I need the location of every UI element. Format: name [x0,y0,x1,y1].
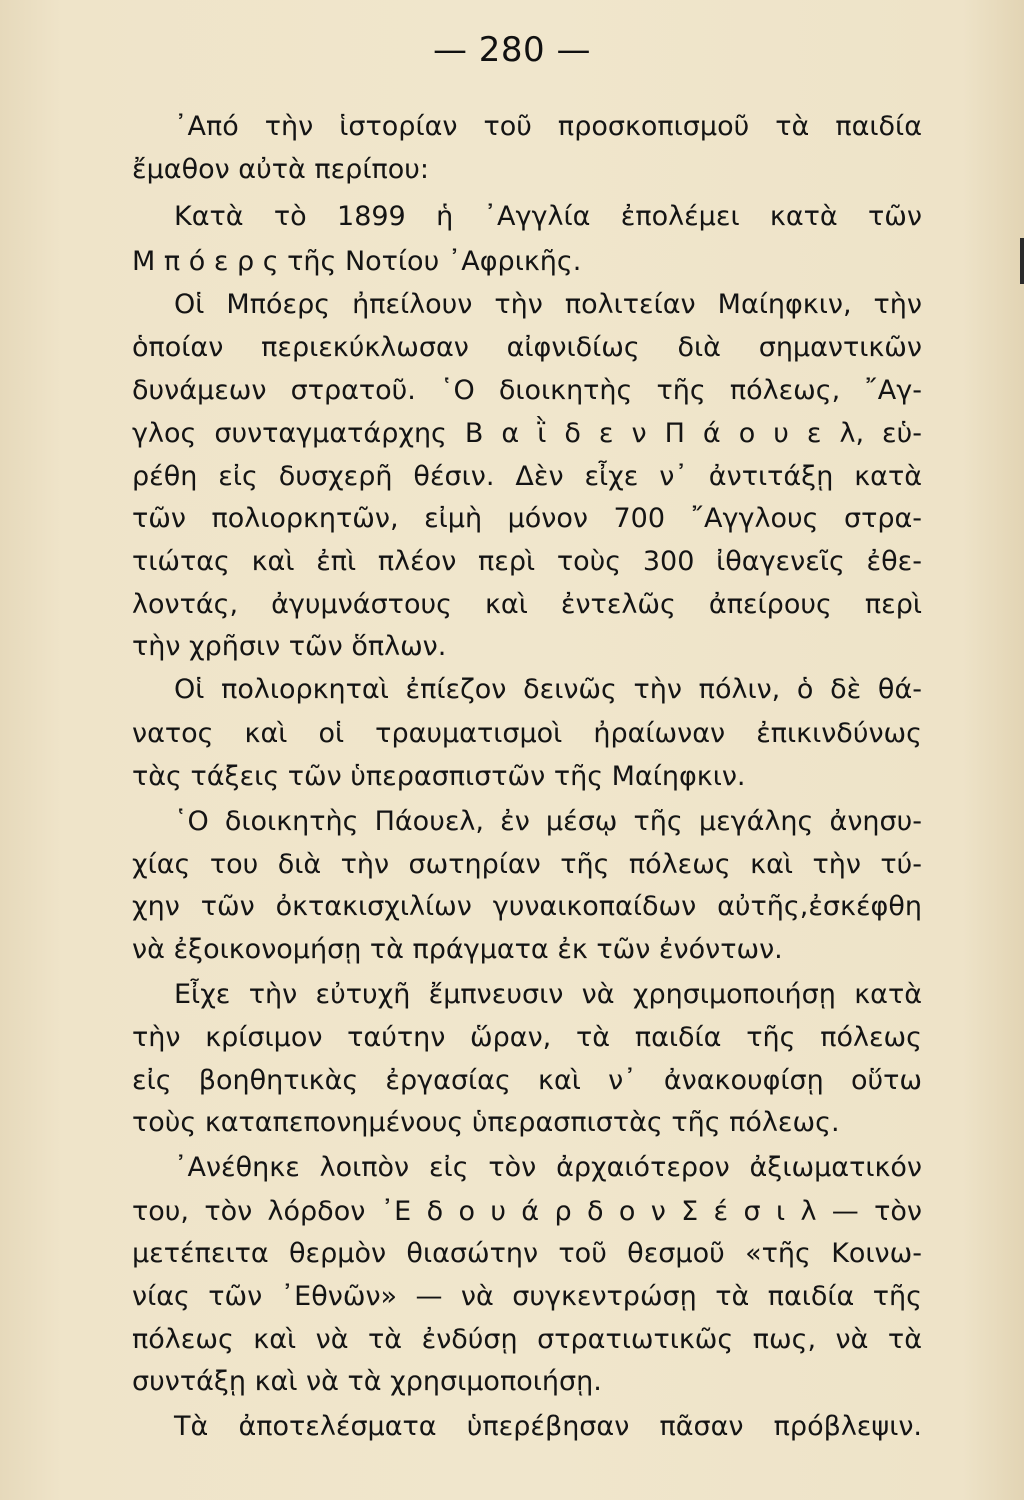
text-line: Εἶχε τὴν εὐτυχῆ ἔμπνευσιν νὰ χρησιμοποιήσῃ κατὰ [174,979,922,1010]
text-line: χίας του διὰ τὴν σωτηρίαν τῆς πόλεως καὶ τὴν τύ- [132,849,922,880]
text-line: ὁποίαν περιεκύκλωσαν αἰφνιδίως διὰ σημαντικῶν [132,332,922,363]
text-line: του, τὸν λόρδον ᾿Ε δ ο υ ά ρ δ ο ν Σ έ σ ι λ — τὸν [132,1196,922,1227]
text-line: γλος συνταγματάρχης Β α ῒ δ ε ν Π ά ο υ ε λ, εὑ- [132,418,922,449]
text-line: νὰ ἐξοικονομήσῃ τὰ πράγματα ἐκ τῶν ἐνόντων. [132,934,783,965]
text-line: ρέθη εἰς δυσχερῆ θέσιν. Δὲν εἶχε ν᾿ ἀντιτάξῃ κατὰ [132,461,922,492]
text-line: τὰς τάξεις τῶν ὑπερασπιστῶν τῆς Μαίηφκιν. [132,761,746,792]
text-line: τὴν χρῆσιν τῶν ὅπλων. [132,631,447,662]
text-line: νίας τῶν ᾿Εθνῶν» — νὰ συγκεντρώσῃ τὰ παιδία τῆς [132,1281,922,1312]
text-line: τῶν πολιορκητῶν, εἰμὴ μόνον 700 ῎Αγγλους στρα- [132,503,922,534]
text-line: εἰς βοηθητικὰς ἐργασίας καὶ ν᾿ ἀνακουφίσῃ οὕτω [132,1065,922,1096]
text-line: τὴν κρίσιμον ταύτην ὥραν, τὰ παιδία τῆς πόλεως [132,1022,922,1053]
text-line: πόλεως καὶ νὰ τὰ ἐνδύσῃ στρατιωτικῶς πως, νὰ τὰ [132,1324,922,1355]
text-line: τοὺς καταπεπονημένους ὑπερασπιστὰς τῆς πόλεως. [132,1107,840,1138]
text-line: Οἱ πολιορκηταὶ ἐπίεζον δεινῶς τὴν πόλιν, ὁ δὲ θά- [174,674,922,705]
text-line: χην τῶν ὀκτακισχιλίων γυναικοπαίδων αὐτῆς,ἐσκέφθη [132,891,922,922]
text-line: ἔμαθον αὐτὰ περίπου: [132,154,429,185]
text-line: ῾Ο διοικητὴς Πάουελ, ἐν μέσῳ τῆς μεγάλης ἀνησυ- [174,806,922,837]
page-edge-mark [1020,238,1024,284]
page-number: — 280 — [432,30,591,70]
text-line: τιώτας καὶ ἐπὶ πλέον περὶ τοὺς 300 ἰθαγενεῖς ἐθε- [132,546,922,577]
text-line: νατος καὶ οἱ τραυματισμοὶ ἠραίωναν ἐπικινδύνως [132,718,922,749]
text-line: δυνάμεων στρατοῦ. ῾Ο διοικητὴς τῆς πόλεως, ῎Αγ- [132,375,922,406]
text-line: Μ π ό ε ρ ς τῆς Νοτίου ᾿Αφρικῆς. [132,246,582,277]
text-line: Κατὰ τὸ 1899 ἡ ᾿Αγγλία ἐπολέμει κατὰ τῶν [174,201,922,232]
text-line: μετέπειτα θερμὸν θιασώτην τοῦ θεσμοῦ «τῆς Κοινω- [132,1238,922,1269]
text-line: λοντάς, ἀγυμνάστους καὶ ἐντελῶς ἀπείρους περὶ [132,589,922,620]
text-line: Οἱ Μπόερς ἠπείλουν τὴν πολιτείαν Μαίηφκιν, τὴν [174,289,922,320]
text-line: ᾿Ανέθηκε λοιπὸν εἰς τὸν ἀρχαιότερον ἀξιωματικόν [174,1152,922,1183]
text-line: συντάξῃ καὶ νὰ τὰ χρησιμοποιήσῃ. [132,1366,602,1397]
text-line: Τὰ ἀποτελέσματα ὑπερέβησαν πᾶσαν πρόβλεψιν. [174,1411,922,1442]
text-line: ᾿Από τὴν ἱστορίαν τοῦ προσκοπισμοῦ τὰ παιδία [174,111,922,142]
